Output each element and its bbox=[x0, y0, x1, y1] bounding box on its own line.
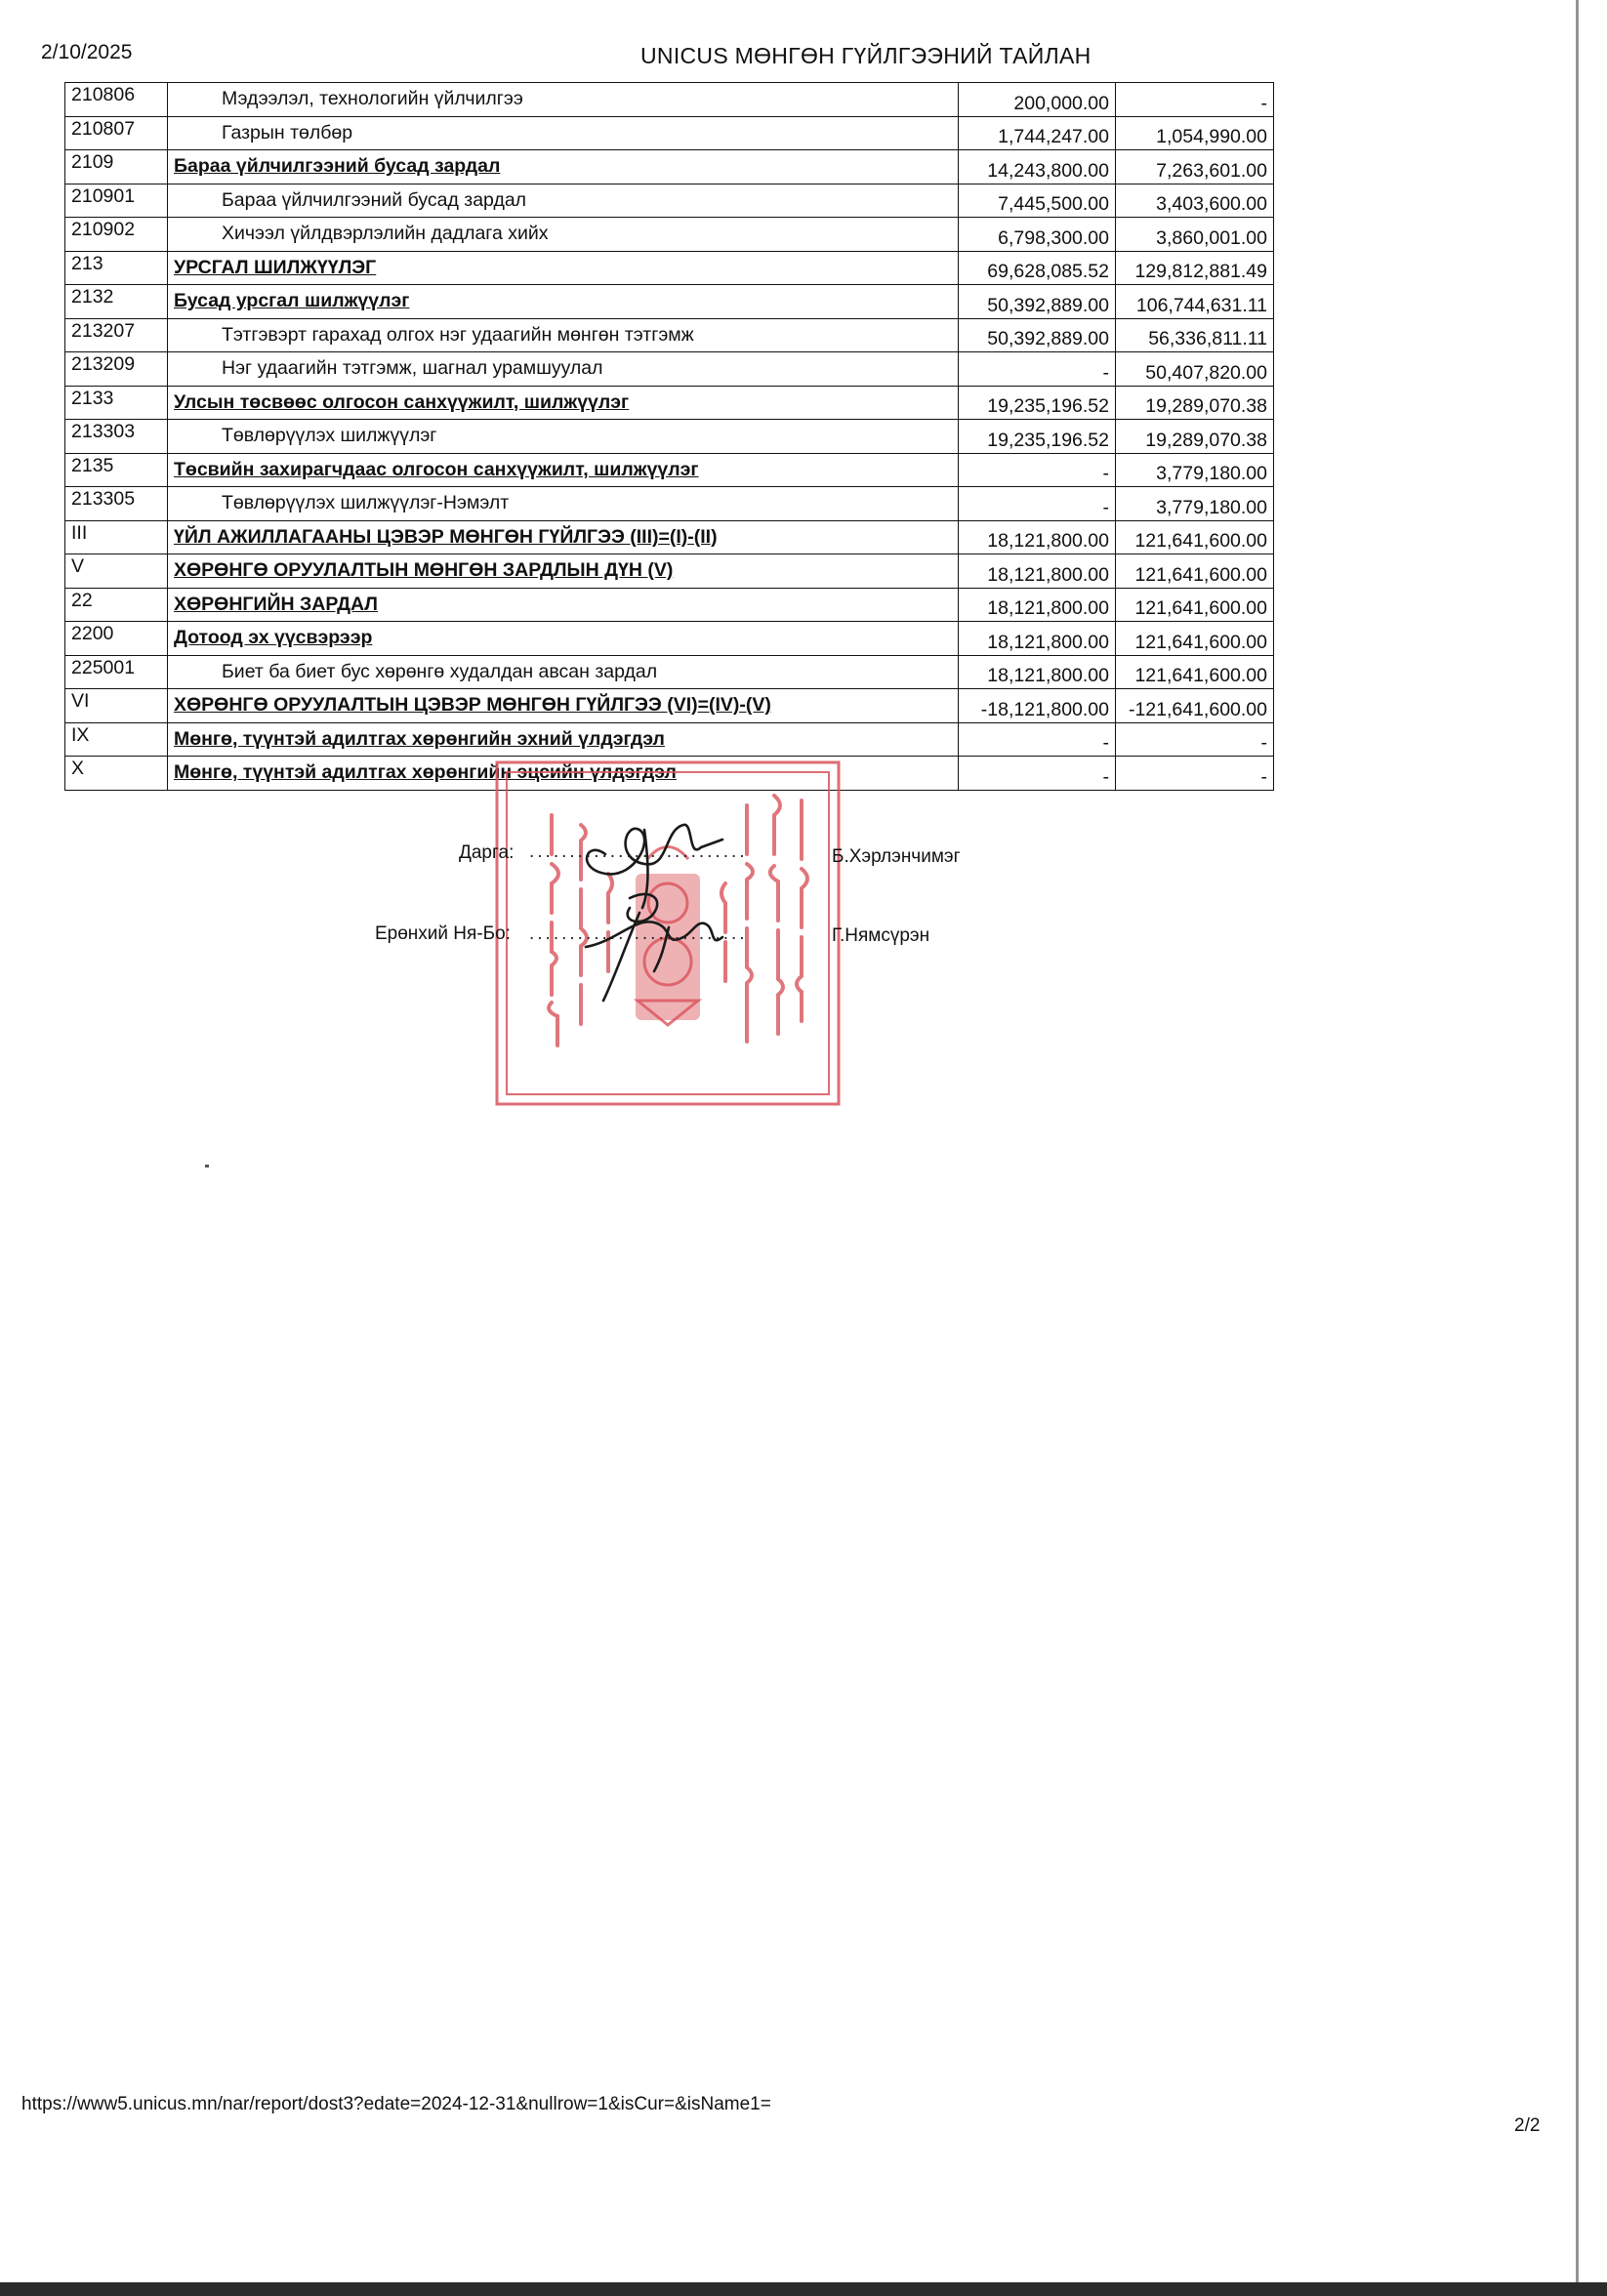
row-value-2: 3,860,001.00 bbox=[1116, 218, 1274, 252]
row-value-2: 121,641,600.00 bbox=[1116, 655, 1274, 689]
row-value-1: 18,121,800.00 bbox=[959, 622, 1116, 656]
row-name: ХӨРӨНГӨ ОРУУЛАЛТЫН МӨНГӨН ЗАРДЛЫН ДҮН (V) bbox=[168, 554, 959, 589]
row-value-2: 19,289,070.38 bbox=[1116, 420, 1274, 454]
row-code: 210806 bbox=[65, 83, 168, 117]
row-value-2: 56,336,811.11 bbox=[1116, 318, 1274, 352]
row-name: Дотоод эх үүсвэрээр bbox=[168, 622, 959, 656]
table-row bbox=[65, 150, 1274, 184]
row-value-1: 18,121,800.00 bbox=[959, 554, 1116, 589]
row-code: 213209 bbox=[65, 352, 168, 387]
table-row bbox=[65, 285, 1274, 319]
row-value-1: 7,445,500.00 bbox=[959, 184, 1116, 218]
table-row bbox=[65, 420, 1274, 454]
director-label: Дарга: bbox=[459, 842, 515, 863]
table-row bbox=[65, 520, 1274, 554]
row-value-2: - bbox=[1116, 757, 1274, 791]
row-value-2: 121,641,600.00 bbox=[1116, 588, 1274, 622]
row-value-1: - bbox=[959, 487, 1116, 521]
row-value-2: 7,263,601.00 bbox=[1116, 150, 1274, 184]
director-signature-line: ........................... bbox=[529, 841, 748, 862]
scan-edge-bottom bbox=[0, 2282, 1607, 2296]
row-value-2: 121,641,600.00 bbox=[1116, 622, 1274, 656]
row-value-1: - bbox=[959, 352, 1116, 387]
row-name: ХӨРӨНГӨ ОРУУЛАЛТЫН ЦЭВЭР МӨНГӨН ГҮЙЛГЭЭ (VI)=(IV)-(V) bbox=[168, 689, 959, 723]
row-value-2: 50,407,820.00 bbox=[1116, 352, 1274, 387]
row-value-2: 121,641,600.00 bbox=[1116, 520, 1274, 554]
row-code: 210901 bbox=[65, 184, 168, 218]
row-code: 2132 bbox=[65, 285, 168, 319]
row-value-1: 18,121,800.00 bbox=[959, 520, 1116, 554]
table-row bbox=[65, 689, 1274, 723]
row-value-2: 1,054,990.00 bbox=[1116, 116, 1274, 150]
table-row bbox=[65, 83, 1274, 117]
row-code: X bbox=[65, 757, 168, 791]
row-code: 2200 bbox=[65, 622, 168, 656]
row-code: 213207 bbox=[65, 318, 168, 352]
chief-accountant-name: Г.Нямсүрэн bbox=[832, 925, 930, 946]
row-value-2: - bbox=[1116, 83, 1274, 117]
scan-speck bbox=[205, 1165, 209, 1168]
row-value-1: 50,392,889.00 bbox=[959, 285, 1116, 319]
row-value-1: - bbox=[959, 757, 1116, 791]
row-value-2: 129,812,881.49 bbox=[1116, 251, 1274, 285]
row-code: 2135 bbox=[65, 453, 168, 487]
row-value-1: 1,744,247.00 bbox=[959, 116, 1116, 150]
table-row bbox=[65, 318, 1274, 352]
row-name: Нэг удаагийн тэтгэмж, шагнал урамшуулал bbox=[168, 352, 959, 387]
row-code: 225001 bbox=[65, 655, 168, 689]
print-date: 2/10/2025 bbox=[41, 41, 133, 63]
table-row bbox=[65, 352, 1274, 387]
handwritten-signature-icon bbox=[547, 800, 781, 1015]
row-name: УРСГАЛ ШИЛЖҮҮЛЭГ bbox=[168, 251, 959, 285]
cash-flow-table-body bbox=[65, 83, 1274, 791]
row-code: III bbox=[65, 520, 168, 554]
row-value-1: 50,392,889.00 bbox=[959, 318, 1116, 352]
row-name: Биет ба биет бус хөрөнгө худалдан авсан зардал bbox=[168, 655, 959, 689]
row-name: Төвлөрүүлэх шилжүүлэг-Нэмэлт bbox=[168, 487, 959, 521]
row-name: ХӨРӨНГИЙН ЗАРДАЛ bbox=[168, 588, 959, 622]
row-value-1: - bbox=[959, 453, 1116, 487]
chief-accountant-label: Ерөнхий Ня-Бо: bbox=[375, 923, 511, 944]
row-code: 2109 bbox=[65, 150, 168, 184]
row-value-2: 3,779,180.00 bbox=[1116, 453, 1274, 487]
table-row bbox=[65, 622, 1274, 656]
table-row bbox=[65, 655, 1274, 689]
chief-accountant-signature-line: ........................... bbox=[529, 923, 748, 944]
row-value-1: 19,235,196.52 bbox=[959, 386, 1116, 420]
row-name: Мөнгө, түүнтэй адилтгах хөрөнгийн эцсийн үлдэгдэл bbox=[168, 757, 959, 791]
row-code: 213 bbox=[65, 251, 168, 285]
row-code: IX bbox=[65, 722, 168, 757]
row-name: Бараа үйлчилгээний бусад зардал bbox=[168, 184, 959, 218]
table-row bbox=[65, 116, 1274, 150]
row-name: Газрын төлбөр bbox=[168, 116, 959, 150]
row-code: V bbox=[65, 554, 168, 589]
row-value-2: 19,289,070.38 bbox=[1116, 386, 1274, 420]
row-value-2: 121,641,600.00 bbox=[1116, 554, 1274, 589]
row-name: Улсын төсвөөс олгосон санхүүжилт, шилжүүлэг bbox=[168, 386, 959, 420]
table-row bbox=[65, 218, 1274, 252]
table-row bbox=[65, 453, 1274, 487]
row-value-1: 19,235,196.52 bbox=[959, 420, 1116, 454]
report-title: UNICUS МӨНГӨН ГҮЙЛГЭЭНИЙ ТАЙЛАН bbox=[640, 43, 1092, 68]
page-number: 2/2 bbox=[1514, 2115, 1541, 2136]
row-name: Бусад урсгал шилжүүлэг bbox=[168, 285, 959, 319]
table-row bbox=[65, 722, 1274, 757]
row-value-2: 106,744,631.11 bbox=[1116, 285, 1274, 319]
director-name: Б.Хэрлэнчимэг bbox=[832, 846, 961, 867]
row-value-1: 69,628,085.52 bbox=[959, 251, 1116, 285]
scan-edge-right bbox=[1576, 0, 1579, 2296]
row-value-1: 14,243,800.00 bbox=[959, 150, 1116, 184]
row-code: 213303 bbox=[65, 420, 168, 454]
row-code: VI bbox=[65, 689, 168, 723]
row-value-2: - bbox=[1116, 722, 1274, 757]
row-name: Төсвийн захирагчдаас олгосон санхүүжилт, шилжүүлэг bbox=[168, 453, 959, 487]
row-code: 213305 bbox=[65, 487, 168, 521]
row-value-1: 18,121,800.00 bbox=[959, 655, 1116, 689]
row-value-1: 200,000.00 bbox=[959, 83, 1116, 117]
row-value-2: 3,779,180.00 bbox=[1116, 487, 1274, 521]
row-name: Тэтгэвэрт гарахад олгох нэг удаагийн мөнгөн тэтгэмж bbox=[168, 318, 959, 352]
row-value-1: -18,121,800.00 bbox=[959, 689, 1116, 723]
row-name: Мөнгө, түүнтэй адилтгах хөрөнгийн эхний үлдэгдэл bbox=[168, 722, 959, 757]
row-value-2: 3,403,600.00 bbox=[1116, 184, 1274, 218]
table-row bbox=[65, 487, 1274, 521]
row-name: Төвлөрүүлэх шилжүүлэг bbox=[168, 420, 959, 454]
cash-flow-table bbox=[64, 82, 1274, 791]
row-value-1: 6,798,300.00 bbox=[959, 218, 1116, 252]
table-row bbox=[65, 588, 1274, 622]
row-name: ҮЙЛ АЖИЛЛАГААНЫ ЦЭВЭР МӨНГӨН ГҮЙЛГЭЭ (III)=(I)-(II) bbox=[168, 520, 959, 554]
row-value-2: -121,641,600.00 bbox=[1116, 689, 1274, 723]
row-name: Бараа үйлчилгээний бусад зардал bbox=[168, 150, 959, 184]
table-row bbox=[65, 554, 1274, 589]
row-code: 22 bbox=[65, 588, 168, 622]
table-row bbox=[65, 386, 1274, 420]
page-url: https://www5.unicus.mn/nar/report/dost3?edate=2024-12-31&nullrow=1&isCur=&isName1= bbox=[21, 2094, 771, 2114]
row-code: 210807 bbox=[65, 116, 168, 150]
table-row bbox=[65, 251, 1274, 285]
row-code: 210902 bbox=[65, 218, 168, 252]
table-row bbox=[65, 184, 1274, 218]
row-code: 2133 bbox=[65, 386, 168, 420]
row-name: Мэдээлэл, технологийн үйлчилгээ bbox=[168, 83, 959, 117]
row-value-1: - bbox=[959, 722, 1116, 757]
row-value-1: 18,121,800.00 bbox=[959, 588, 1116, 622]
row-name: Хичээл үйлдвэрлэлийн дадлага хийх bbox=[168, 218, 959, 252]
